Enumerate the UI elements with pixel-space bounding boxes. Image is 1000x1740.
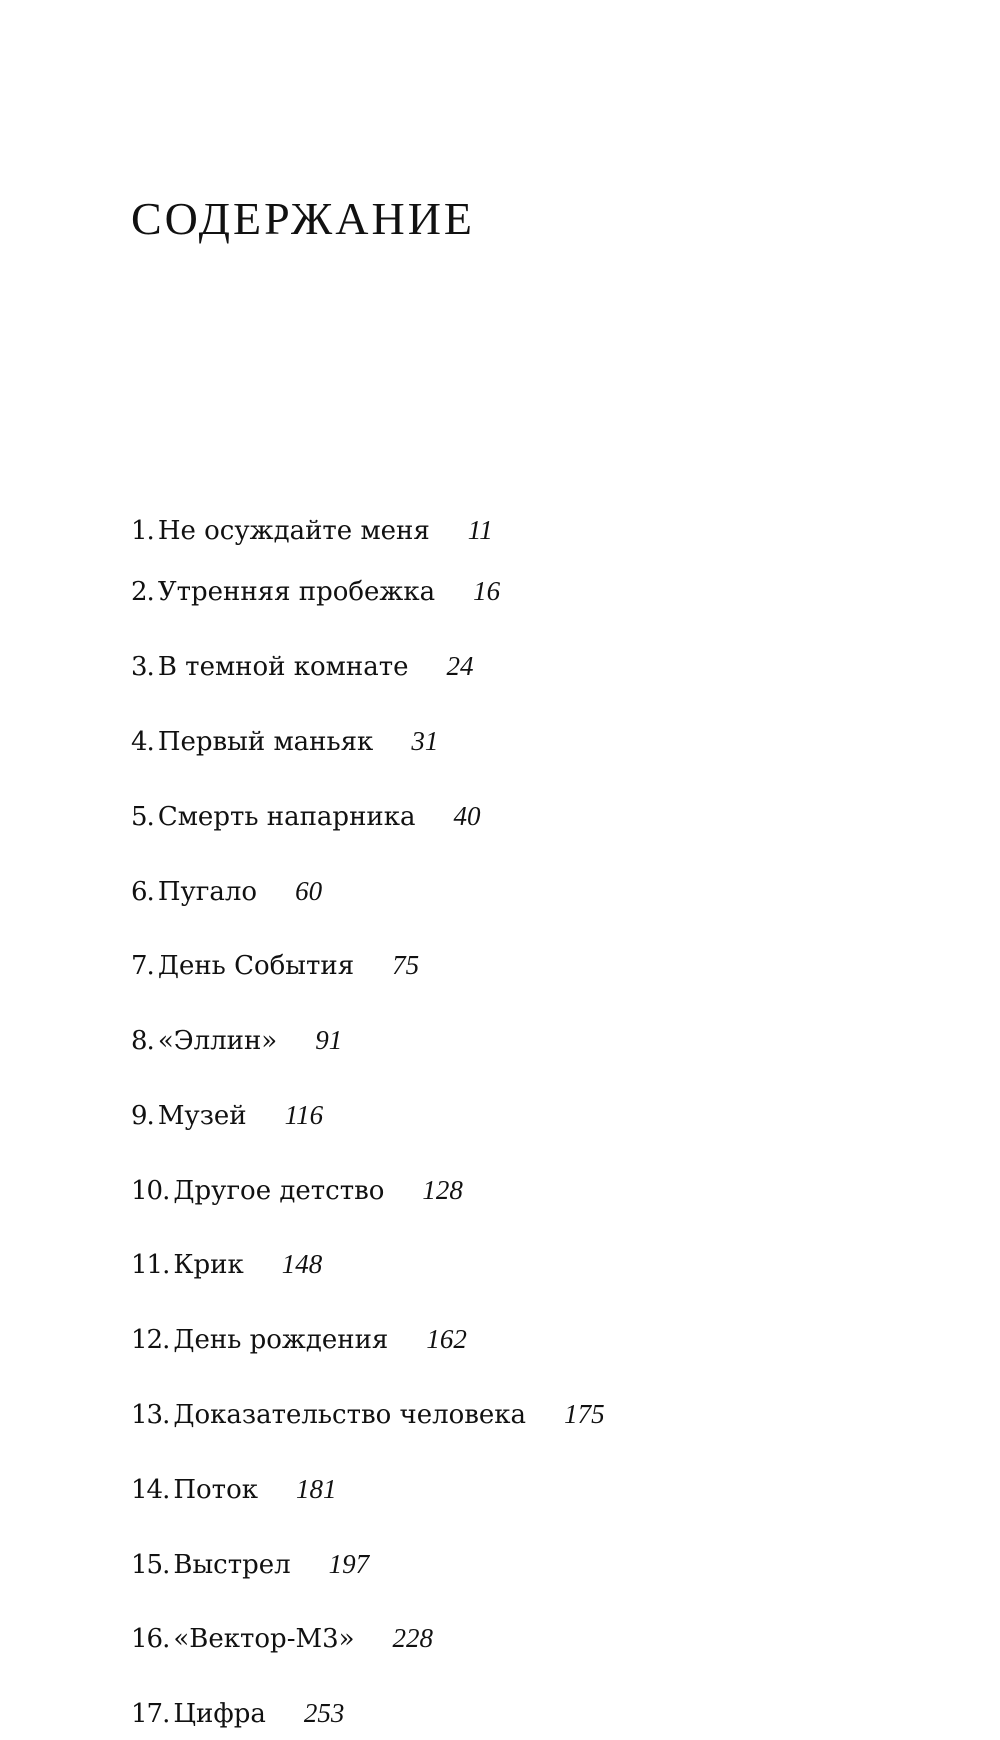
chapter-title: Первый маньяк bbox=[157, 726, 374, 757]
toc-entry bbox=[131, 567, 605, 616]
toc-entry bbox=[131, 941, 605, 990]
chapter-title: Поток bbox=[173, 1474, 258, 1505]
toc-entry bbox=[131, 1540, 605, 1589]
chapter-title: «Вектор-М3» bbox=[173, 1624, 355, 1655]
toc-entry bbox=[131, 515, 605, 546]
chapter-number: 1. bbox=[131, 516, 154, 546]
chapter-title: День События bbox=[157, 951, 355, 982]
page-number: 75 bbox=[392, 950, 420, 981]
toc-entry bbox=[131, 1689, 605, 1738]
chapter-title: День рождения bbox=[173, 1325, 389, 1356]
toc-entry bbox=[131, 792, 605, 841]
toc-entry bbox=[131, 867, 605, 916]
toc-entry bbox=[131, 1166, 605, 1215]
toc-entry bbox=[131, 717, 605, 766]
chapter-title: Утренняя пробежка bbox=[157, 577, 436, 608]
chapter-title: Музей bbox=[157, 1100, 247, 1131]
toc-entry bbox=[131, 1240, 605, 1289]
chapter-number: 16. bbox=[131, 1624, 170, 1655]
chapter-number: 4. bbox=[131, 726, 154, 757]
toc-entry bbox=[131, 1016, 605, 1065]
chapter-title: Пугало bbox=[157, 876, 258, 907]
page-number: 162 bbox=[426, 1324, 467, 1355]
page-number: 116 bbox=[284, 1099, 324, 1130]
page-number: 60 bbox=[295, 875, 323, 906]
chapter-number: 8. bbox=[131, 1026, 154, 1057]
page-number: 11 bbox=[467, 515, 493, 545]
page-number: 91 bbox=[315, 1025, 343, 1056]
toc-entry bbox=[131, 1390, 605, 1439]
toc-entry bbox=[131, 642, 605, 691]
page-number: 175 bbox=[564, 1398, 605, 1429]
chapter-number: 7. bbox=[131, 951, 154, 982]
chapter-number: 11. bbox=[131, 1250, 170, 1281]
page-number: 31 bbox=[411, 725, 439, 756]
page-title: СОДЕРЖАНИЕ bbox=[131, 193, 476, 244]
chapter-number: 6. bbox=[131, 876, 154, 907]
chapter-title: Цифра bbox=[173, 1699, 266, 1730]
page-number: 253 bbox=[303, 1698, 345, 1729]
toc-entry bbox=[131, 1315, 605, 1364]
chapter-number: 2. bbox=[131, 577, 154, 608]
page-number: 40 bbox=[453, 800, 481, 831]
toc-entry bbox=[131, 1091, 605, 1140]
chapter-title: Смерть напарника bbox=[157, 801, 416, 832]
chapter-number: 5. bbox=[131, 801, 154, 832]
chapter-title: Доказательство человека bbox=[173, 1399, 527, 1430]
chapter-number: 17. bbox=[131, 1699, 170, 1730]
chapter-number: 15. bbox=[131, 1549, 170, 1580]
page-number: 228 bbox=[392, 1623, 434, 1654]
chapter-title: Другое детство bbox=[173, 1175, 385, 1206]
chapter-number: 13. bbox=[131, 1399, 170, 1430]
chapter-title: Выстрел bbox=[173, 1549, 291, 1580]
chapter-title: Не осуждайте меня bbox=[157, 516, 430, 546]
page-number: 128 bbox=[422, 1174, 463, 1205]
chapter-number: 12. bbox=[131, 1325, 170, 1356]
chapter-number: 9. bbox=[131, 1100, 154, 1131]
chapter-title: «Эллин» bbox=[157, 1026, 278, 1057]
page-number: 16 bbox=[473, 576, 501, 607]
toc-entry bbox=[131, 1614, 605, 1663]
chapter-title: В темной комнате bbox=[157, 652, 409, 683]
page-number: 197 bbox=[328, 1548, 370, 1579]
chapter-title: Крик bbox=[173, 1250, 244, 1281]
page-number: 148 bbox=[281, 1249, 323, 1280]
page-number: 181 bbox=[295, 1473, 337, 1504]
chapter-number: 10. bbox=[131, 1175, 170, 1206]
chapter-number: 3. bbox=[131, 652, 154, 683]
chapter-number: 14. bbox=[131, 1474, 170, 1505]
toc-entry bbox=[131, 1465, 605, 1514]
table-of-contents bbox=[131, 515, 605, 1739]
page-number: 24 bbox=[446, 651, 474, 682]
